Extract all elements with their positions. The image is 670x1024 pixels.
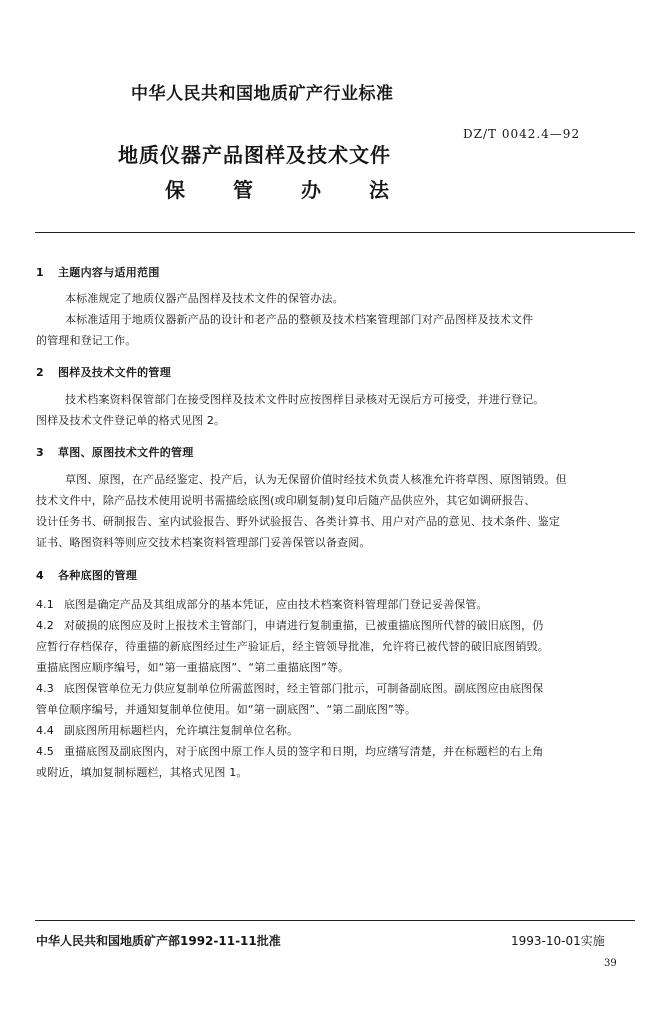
section-heading: 4 各种底图的管理 [36,569,138,582]
header-divider [35,232,635,233]
standard-code: DZ/T 0042.4—92 [463,127,581,141]
section-heading: 1 主题内容与适用范围 [36,266,160,279]
document-subtitle: 保管办法 [165,178,437,202]
clause-line: 4.3 底图保管单位无力供应复制单位所需蓝图时，经主管部门批示，可制备副底图。副底图应由底图保 [36,682,544,695]
footer-divider [35,920,635,921]
clause-line: 4.2 对破损的底图应及时上报技术主管部门，申请进行复制重描，已被重描底图所代替的破旧底图，仍 [36,619,544,632]
clause-line: 4.5 重描底图及副底图内，对于底图中原工作人员的签字和日期，均应缮写清楚，并在标题栏的右上角 [36,745,544,758]
issuing-organization: 中华人民共和国地质矿产行业标准 [131,84,394,104]
page-number: 39 [604,958,617,969]
paragraph-line: 或附近，填加复制标题栏，其格式见图 1。 [36,766,248,779]
section-heading: 2 图样及技术文件的管理 [36,366,171,379]
clause-line: 4.4 副底图所用标题栏内，允许填注复制单位名称。 [36,724,299,737]
paragraph-line: 图样及技术文件登记单的格式见图 2。 [36,414,226,427]
paragraph-line: 技术文件中，除产品技术使用说明书需描绘底图(或印刷复制)复印后随产品供应外，其它如调研报告、 [36,494,536,507]
paragraph-line: 应暂行存档保存，待重描的新底图经过生产验证后，经主管领导批准，允许将已被代替的破旧底图销毁。 [36,640,549,653]
paragraph-line: 证书、略图资料等则应交技术档案资料管理部门妥善保管以备查阅。 [36,536,371,549]
clause-line: 4.1 底图是确定产品及其组成部分的基本凭证，应由技术档案资料管理部门登记妥善保管。 [36,598,488,611]
paragraph-line: 技术档案资料保管部门在接受图样及技术文件时应按图样目录核对无误后方可接受，并进行登记。 [65,393,545,406]
paragraph-line: 的管理和登记工作。 [36,334,137,347]
paragraph-line: 重描底图应顺序编号，如“第一重描底图”、“第二重描底图”等。 [36,661,350,674]
effective-date: 1993-10-01实施 [511,934,605,948]
document-title: 地质仪器产品图样及技术文件 [118,143,391,167]
paragraph-line: 设计任务书、研制报告、室内试验报告、野外试验报告、各类计算书、用户对产品的意见、技术条件、鉴定 [36,515,561,528]
paragraph-line: 管单位顺序编号，并通知复制单位使用。如“第一副底图”、“第二副底图”等。 [36,703,417,716]
section-heading: 3 草图、原图技术文件的管理 [36,446,194,459]
paragraph-line: 本标准适用于地质仪器新产品的设计和老产品的整顿及技术档案管理部门对产品图样及技术文件 [65,313,534,326]
paragraph-line: 草图、原图，在产品经鉴定、投产后，认为无保留价值时经技术负责人核准允许将草图、原图销毁。但 [65,473,567,486]
paragraph-line: 本标准规定了地质仪器产品图样及技术文件的保管办法。 [65,292,344,305]
approval-statement: 中华人民共和国地质矿产部1992-11-11批准 [36,934,281,948]
